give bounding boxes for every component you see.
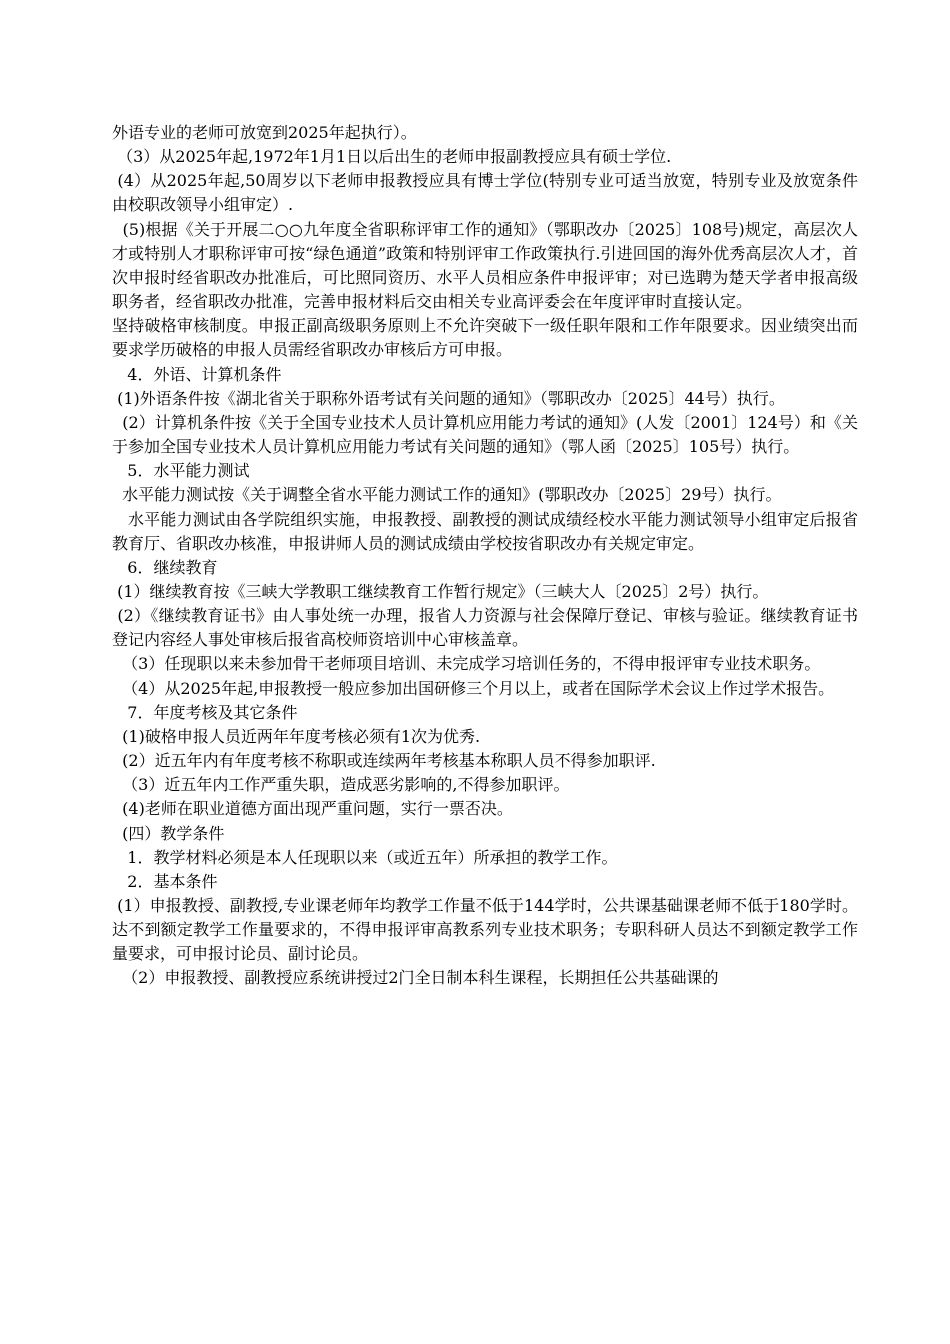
paragraph: 1．教学材料必须是本人任现职以来（或近五年）所承担的教学工作。 (112, 847, 618, 867)
paragraph: 坚持破格审核制度。申报正副高级职务原则上不允许突破下一级任职年限和工作年限要求。因业绩突出而要求学历破格的申报人员需经省职改办审核后方可申报。 (112, 316, 858, 360)
paragraph: 水平能力测试按《关于调整全省水平能力测试工作的通知》(鄂职改办〔2025〕29号）执行。 (112, 485, 782, 505)
section-heading: (四）教学条件 (112, 823, 225, 843)
paragraph: (1）申报教授、副教授,专业课老师年均教学工作量不低于144学时，公共课基础课老师不低于180学时。达不到额定教学工作量要求的，不得申报评审高教系列专业技术职务；专职科研人员达不到额定教学工作量要求，可申报讨论员、副讨论员。 (112, 896, 858, 964)
document-page (112, 121, 858, 991)
section-heading: 2．基本条件 (112, 871, 218, 891)
paragraph: (5)根据《关于开展二○○九年度全省职称评审工作的通知》（鄂职改办〔2025〕108号)规定，高层次人才或特别人才职称评审可按“绿色通道”政策和特别评审工作政策执行.引进回国的海外优秀高层次人才，首次申报时经省职改办批准后，可比照同资历、水平人员相应条件申报评审；对已选聘为楚天学者申报高级职务者，经省职改办批准，完善申报材料后交由相关专业高评委会在年度评审时直接认定。 (112, 219, 858, 312)
paragraph: (1）继续教育按《三峡大学教职工继续教育工作暂行规定》（三峡大人〔2025〕2号）执行。 (112, 581, 769, 601)
section-heading: 4．外语、计算机条件 (112, 364, 282, 384)
paragraph: （3）任现职以来未参加骨干老师项目培训、未完成学习培训任务的，不得申报评审专业技术职务。 (112, 654, 821, 674)
paragraph: (1)外语条件按《湖北省关于职称外语考试有关问题的通知》（鄂职改办〔2025〕44号）执行。 (112, 388, 785, 408)
section-heading: 7．年度考核及其它条件 (112, 702, 298, 722)
paragraph: 外语专业的老师可放宽到2025年起执行）。 (112, 123, 417, 142)
section-heading: 6．继续教育 (112, 557, 218, 577)
paragraph: （3）近五年内工作严重失职，造成恶劣影响的,不得参加职评。 (112, 775, 570, 795)
paragraph: (4）从2025年起,50周岁以下老师申报教授应具有博士学位(特别专业可适当放宽，特别专业及放宽条件由校职改领导小组审定）. (112, 171, 858, 215)
paragraph: （2）申报教授、副教授应系统讲授过2门全日制本科生课程，长期担任公共基础课的 (112, 968, 719, 988)
paragraph: (2）计算机条件按《关于全国专业技术人员计算机应用能力考试的通知》(人发〔2001〕124号）和《关于参加全国专业技术人员计算机应用能力考试有关问题的通知》（鄂人函〔2025〕105号）执行。 (112, 412, 858, 457)
section-heading: 5．水平能力测试 (112, 461, 250, 481)
paragraph: （3）从2025年起,1972年1月1日以后出生的老师申报副教授应具有硕士学位. (112, 147, 672, 167)
paragraph: 水平能力测试由各学院组织实施，申报教授、副教授的测试成绩经校水平能力测试领导小组审定后报省教育厅、省职改办核准，申报讲师人员的测试成绩由学校按省职改办有关规定审定。 (112, 509, 858, 553)
paragraph: (1)破格申报人员近两年年度考核必须有1次为优秀. (112, 726, 481, 746)
paragraph: (4)老师在职业道德方面出现严重问题，实行一票否决。 (112, 799, 513, 819)
paragraph: （4）从2025年起,申报教授一般应参加出国研修三个月以上，或者在国际学术会议上作过学术报告。 (112, 678, 835, 698)
paragraph: (2）《继续教育证书》由人事处统一办理，报省人力资源与社会保障厅登记、审核与验证。继续教育证书登记内容经人事处审核后报省高校师资培训中心审核盖章。 (112, 606, 858, 650)
paragraph: (2）近五年内有年度考核不称职或连续两年考核基本称职人员不得参加职评. (112, 751, 656, 771)
